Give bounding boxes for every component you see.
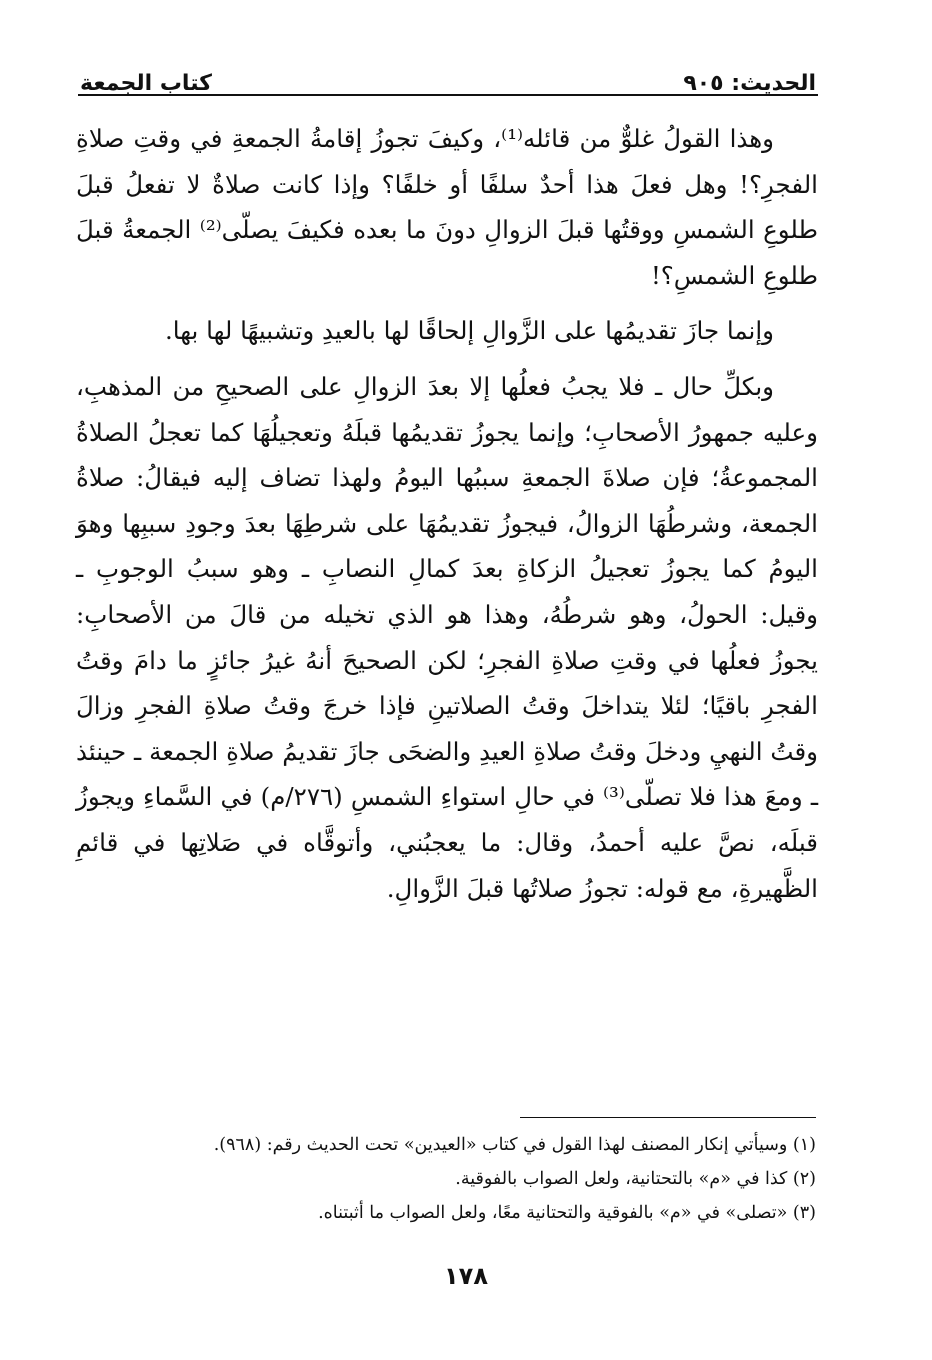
footnote: (٣) «تصلى» في «م» بالفوقية والتحتانية معًا، ولعل الصواب ما أثبتناه.: [318, 1203, 816, 1223]
header-rule: [78, 94, 818, 96]
paragraph: وبكلِّ حال ـ فلا يجبُ فعلُها إلا بعدَ الزوالِ على الصحيحِ من المذهبِ، وعليه جمهورُ الأصحابِ؛ وإنما يجوزُ تقديمُها قبلَهُ وتعجيلُهَا كما تعجلُ الصلاةُ المجموعةُ؛ فإن صلاةَ الجمعةِ سببُها اليومُ ولهذا تضاف إليه فيقالُ: صلاةُ الجمعة، وشرطُهَا الزوالُ، فيجوزُ تقديمُهَا على شرطِهَا بعدَ وجودِ سببِها وهوَ اليومُ كما يجوزُ تعجيلُ الزكاةِ بعدَ كمالِ النصابِ ـ وهو سببُ الوجوبِ ـ وقيل: الحولُ، وهو شرطُهُ، وهذا هو الذي تخيله من قالَ من الأصحابِ: يجوزُ فعلُها في وقتِ صلاةِ الفجرِ؛ لكن الصحيحَ أنهُ غيرُ جائزٍ ما دامَ وقتُ الفجرِ باقيًا؛ لئلا يتداخلَ وقتُ الصلاتينِ فإذا خرجَ وقتُ صلاةِ الفجرِ وزالَ وقتُ النهيِ ودخلَ وقتُ صلاةِ العيدِ والضحَى جازَ تقديمُ صلاةِ الجمعة ـ حينئذ ـ ومعَ هذا فلا تصلّى⁽³⁾ في حالِ استواءِ الشمسِ (٢٧٦/م) في السَّماءِ ويجوزُ قبلَه، نصَّ عليه أحمدُ، وقال: ما يعجبُني، وأتوقَّاه في صَلاتِها في قائمِ الظَّهيرةِ، مع قوله: تجوزُ صلاتُها قبلَ الزَّوالِ.: [76, 371, 818, 903]
paragraph: وهذا القولُ غلوٌّ من قائله⁽¹⁾، وكيفَ تجوزُ إقامةُ الجمعةِ في وقتِ صلاةِ الفجرِ؟! وهل فعلَ هذا أحدٌ سلفًا أو خلفًا؟ وإذا كانت صلاةٌ لا تفعلُ قبلَ طلوعِ الشمسِ ووقتُها قبلَ الزوالِ دونَ ما بعده فكيفَ يصلّى⁽²⁾ الجمعةُ قبلَ طلوعِ الشمسِ؟!: [76, 124, 818, 290]
footnote: (٢) كذا في «م» بالتحتانية، ولعل الصواب بالفوقية.: [455, 1169, 816, 1189]
page-number: ١٧٨: [444, 1262, 488, 1290]
header-hadith-number: الحديث: ٩٠٥: [683, 71, 816, 96]
main-text: [76, 116, 818, 911]
header-book-title: كتاب الجمعة: [80, 71, 212, 96]
paragraph: وإنما جازَ تقديمُها على الزَّوالِ إلحاقًا لها بالعيدِ وتشبيهًا لها بها.: [164, 316, 774, 346]
footnotes: [90, 1128, 816, 1230]
footnote-separator: [520, 1117, 816, 1118]
footnote: (١) وسيأتي إنكار المصنف لهذا القول في كتاب «العيدين» تحت الحديث رقم: (٩٦٨).: [213, 1135, 816, 1155]
running-header: [80, 56, 816, 96]
